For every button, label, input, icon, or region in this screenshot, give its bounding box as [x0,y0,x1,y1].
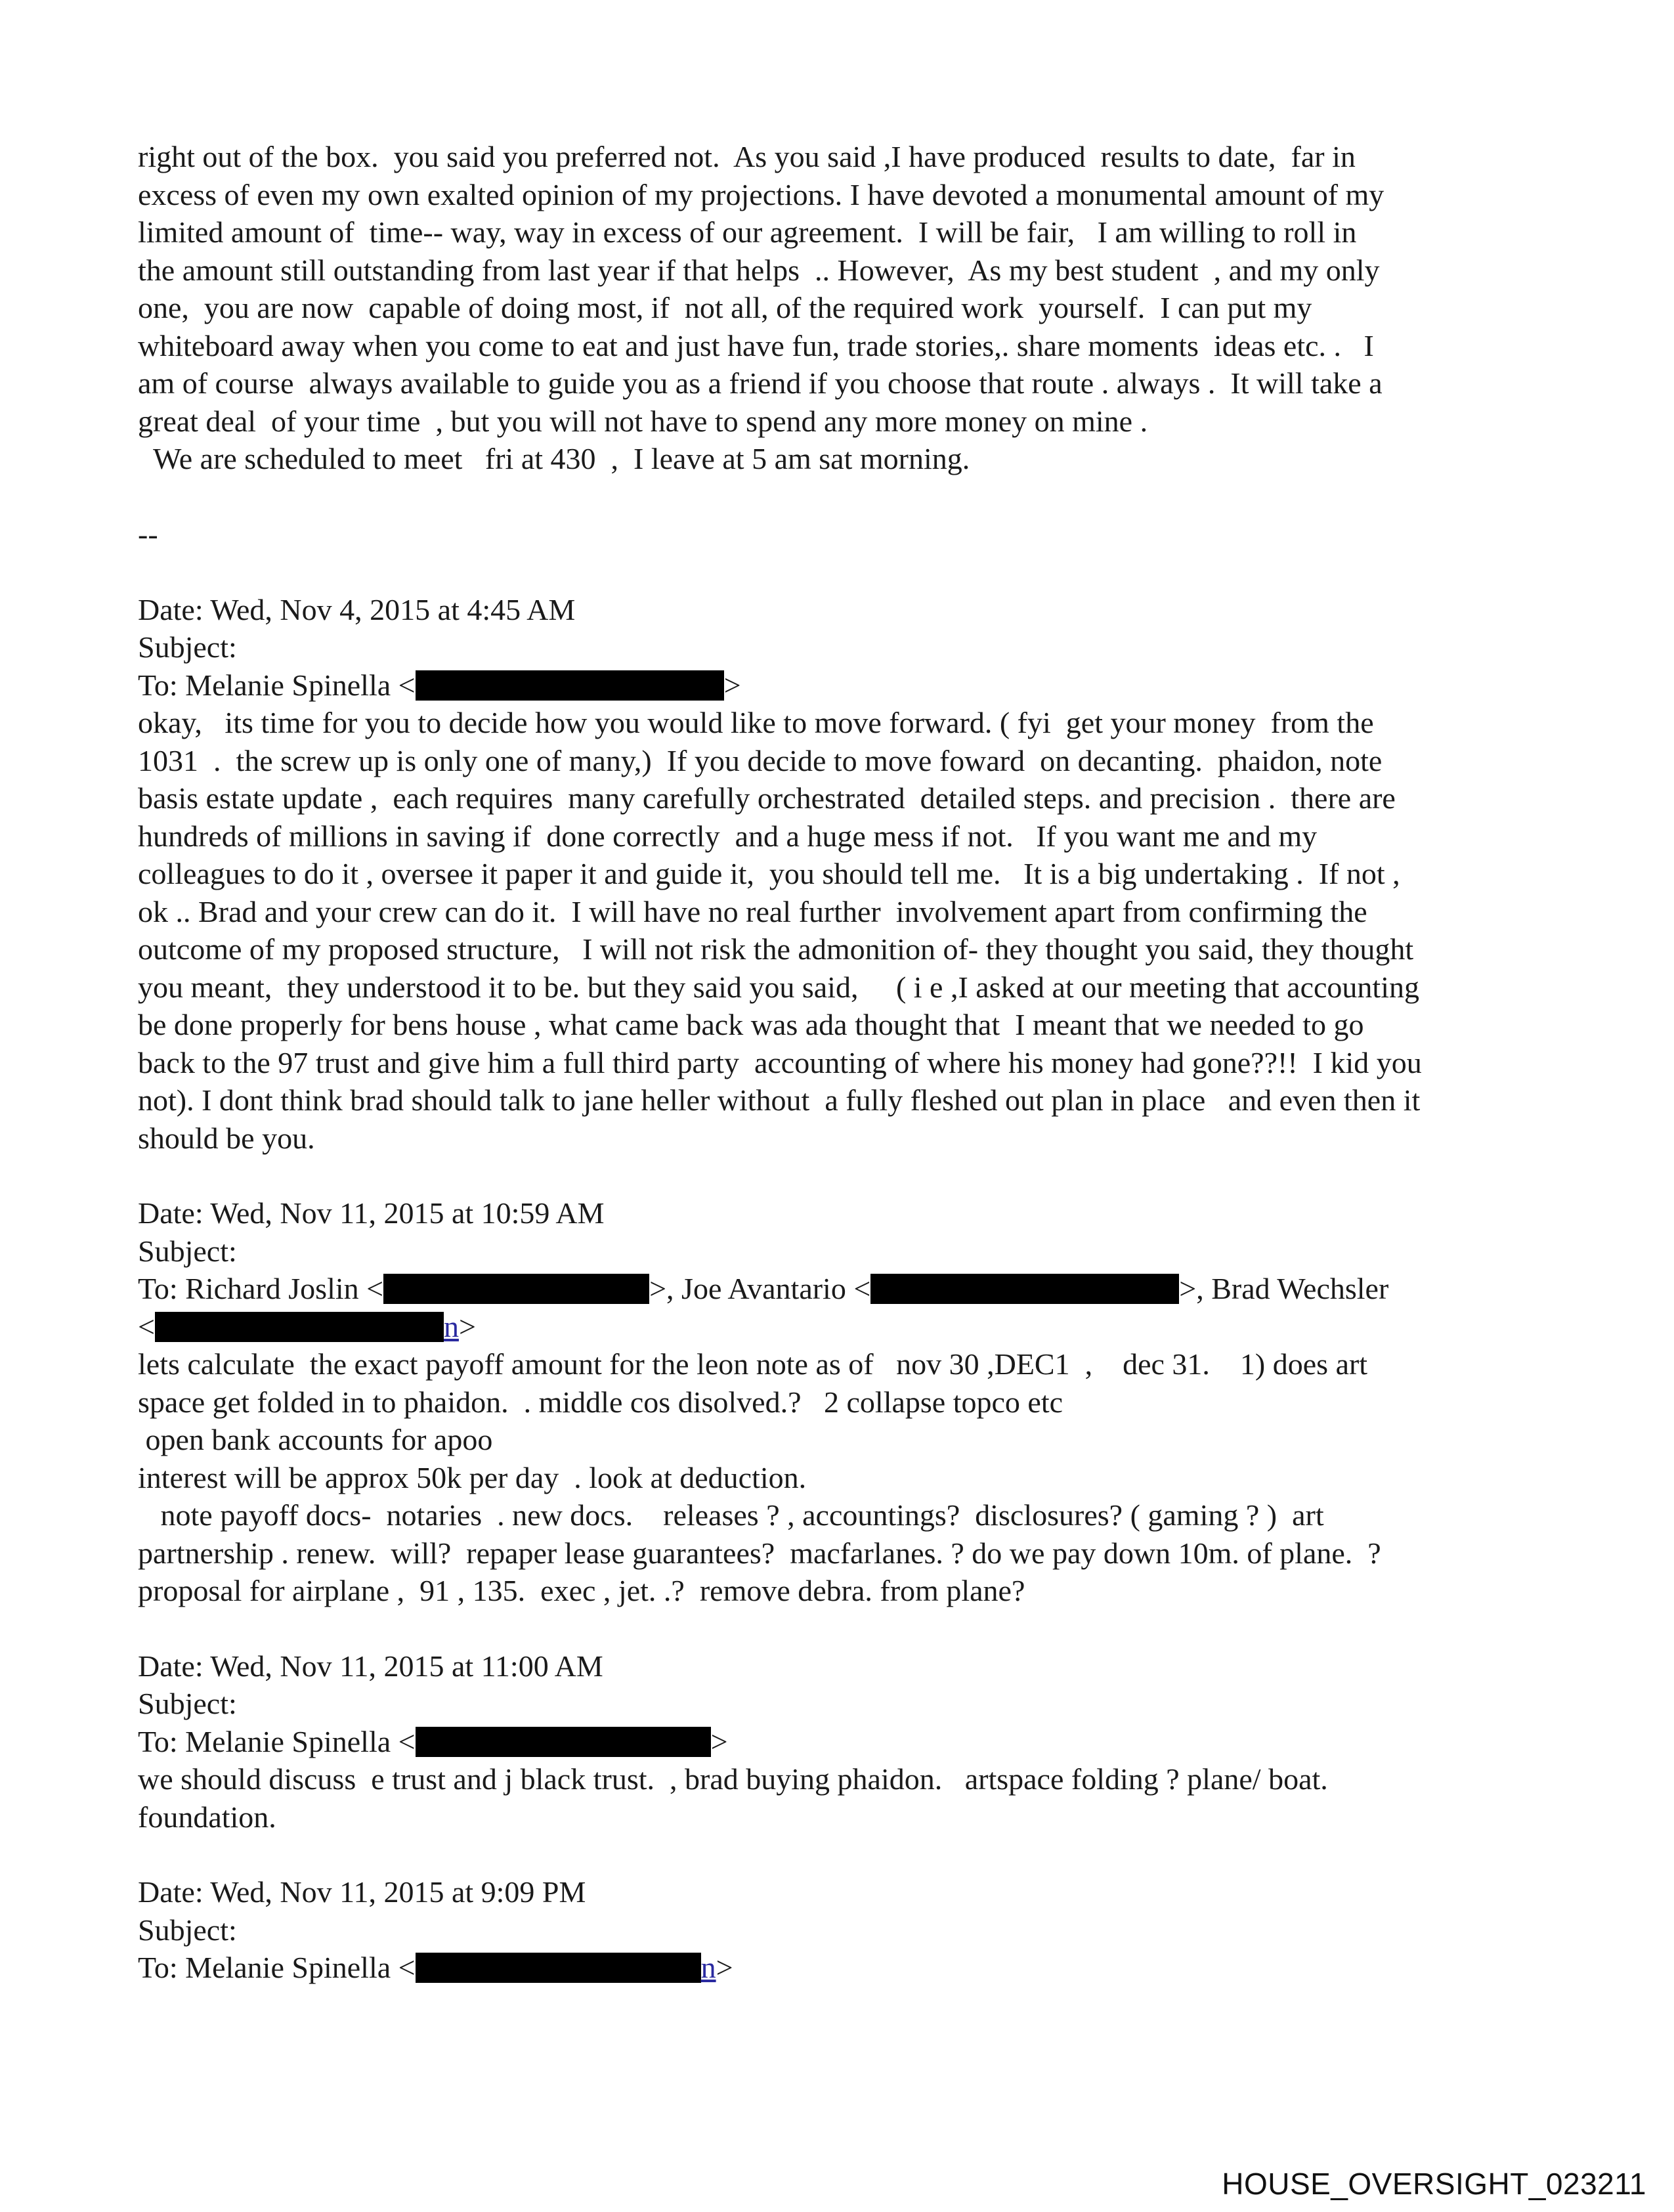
email-link[interactable]: n [443,1309,459,1343]
intro-paragraph [138,138,1549,478]
text-line: should be you. [138,1121,315,1155]
recipient-name: To: Richard Joslin < [138,1272,384,1305]
email-link[interactable]: n [700,1951,716,1984]
recipient-name: To: Melanie Spinella < [138,668,416,702]
redaction-box [155,1312,444,1342]
email-subject: Subject: [138,1234,237,1268]
email-recipients [138,1270,1549,1308]
email-recipient [138,1949,1549,1987]
email-date: Date: Wed, Nov 11, 2015 at 11:00 AM [138,1649,603,1683]
email-block-3 [138,1647,1549,1836]
text-line: 1031 . the screw up is only one of many,) If you decide to move foward on decanting. phaidon, note [138,743,1383,777]
recipient-name: To: Melanie Spinella < [138,1724,416,1758]
email-recipients-cont [138,1308,1549,1346]
email-date: Date: Wed, Nov 11, 2015 at 10:59 AM [138,1196,605,1230]
email-block-2 [138,1194,1549,1610]
text-line: limited amount of time-- way, way in excess of our agreement. I will be fair, I am willing to roll in [138,215,1357,249]
recipient-open: < [138,1309,155,1343]
email-subject: Subject: [138,1913,237,1947]
text-line: excess of even my own exalted opinion of my projections. I have devoted a monumental amount of my [138,177,1384,211]
email-document [138,138,1549,1987]
text-line: right out of the box. you said you preferred not. As you said ,I have produced results to date, far in [138,140,1356,173]
text-line: one, you are now capable of doing most, if not all, of the required work yourself. I can put my [138,291,1312,324]
text-line: note payoff docs- notaries . new docs. releases ? , accountings? disclosures? ( gaming ? ) art [138,1498,1324,1532]
bates-number: HOUSE_OVERSIGHT_023211 [1222,2167,1646,2201]
text-line: am of course always available to guide you as a friend if you choose that route . always . It will take a [138,366,1383,400]
text-line: great deal of your time , but you will not have to spend any more money on mine . [138,404,1148,438]
text-line: not). I dont think brad should talk to jane heller without a fully fleshed out plan in place and even then it [138,1083,1421,1117]
email-date: Date: Wed, Nov 4, 2015 at 4:45 AM [138,592,576,626]
text-line: proposal for airplane , 91 , 135. exec , jet. .? remove debra. from plane? [138,1574,1025,1607]
text-line: we should discuss e trust and j black trust. , brad buying phaidon. artspace folding ? plane/ boat. [138,1762,1328,1796]
text-line: you meant, they understood it to be. but they said you said, ( i e ,I asked at our meeting that accounting [138,970,1419,1004]
email-subject: Subject: [138,1687,237,1720]
email-recipient [138,1723,1549,1761]
text-line: whiteboard away when you come to eat and just have fun, trade stories,. share moments ideas etc. . I [138,328,1374,362]
text-line: ok .. Brad and your crew can do it. I will have no real further involvement apart from confirming the [138,894,1367,928]
text-line: partnership . renew. will? repaper lease guarantees? macfarlanes. ? do we pay down 10m. of plane. ? [138,1536,1381,1570]
redaction-box [870,1274,1179,1304]
text-line: the amount still outstanding from last year if that helps .. However, As my best student , and my only [138,253,1380,287]
recipient-close: > [458,1309,476,1343]
text-line: be done properly for bens house , what came back was ada thought that I meant that we needed to go [138,1008,1364,1041]
email-subject: Subject: [138,630,237,664]
text-line: okay, its time for you to decide how you would like to move forward. ( fyi get your money from the [138,706,1374,739]
text-line: outcome of my proposed structure, I will not risk the admonition of- they thought you said, they thought [138,932,1414,966]
text-line: basis estate update , each requires many carefully orchestrated detailed steps. and precision . there are [138,781,1396,815]
recipient-close: > [716,1951,733,1984]
redaction-box [383,1274,649,1304]
text-line: hundreds of millions in saving if done correctly and a huge mess if not. If you want me and my [138,819,1318,853]
text-line: colleagues to do it , oversee it paper it and guide it, you should tell me. It is a big undertaking . If not , [138,857,1400,890]
text-line: foundation. [138,1800,276,1834]
email-block-4 [138,1873,1549,1987]
redaction-box [416,670,724,701]
redaction-box [416,1953,701,1983]
text-line: lets calculate the exact payoff amount for the leon note as of nov 30 ,DEC1 , dec 31. 1) does art [138,1347,1368,1381]
text-line: back to the 97 trust and give him a full third party accounting of where his money had gone??!! I kid you [138,1045,1422,1079]
email-block-1 [138,591,1549,1158]
recipient-close: > [710,1724,728,1758]
text-line: We are scheduled to meet fri at 430 , I leave at 5 am sat morning. [138,442,970,475]
text-line: open bank accounts for apoo [138,1423,493,1456]
text-line: interest will be approx 50k per day . look at deduction. [138,1460,807,1494]
recipient-name: >, Joe Avantario < [649,1272,871,1305]
recipient-name: >, Brad Wechsler [1179,1272,1389,1305]
redaction-box [416,1727,711,1757]
email-date: Date: Wed, Nov 11, 2015 at 9:09 PM [138,1875,586,1909]
signature-separator: -- [138,517,158,551]
email-recipient [138,666,1549,705]
recipient-name: To: Melanie Spinella < [138,1951,416,1984]
recipient-close: > [723,668,741,702]
text-line: space get folded in to phaidon. . middle cos disolved.? 2 collapse topco etc [138,1385,1063,1419]
